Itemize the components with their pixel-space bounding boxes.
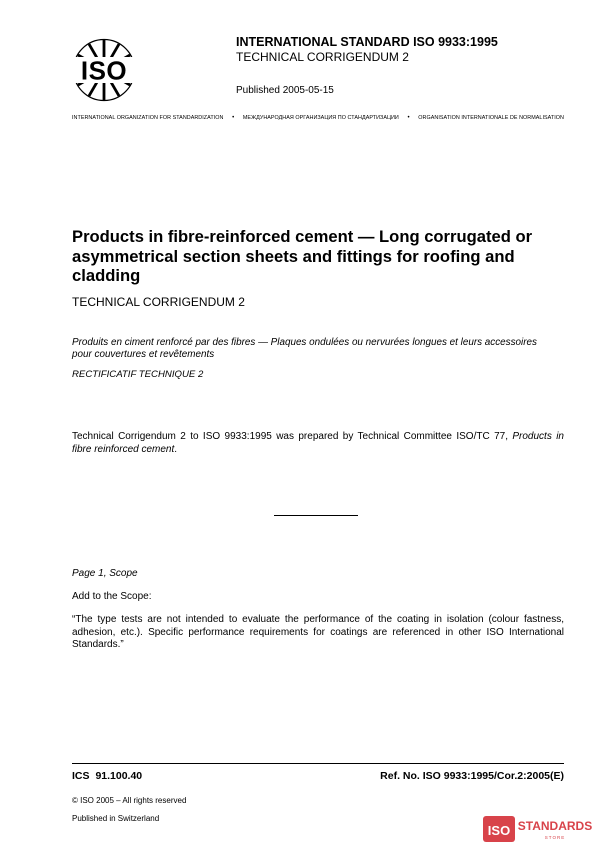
quote-line: “The type tests are not intended to evaluate the performance of the coating in isolation (colour fastness, — [72, 614, 564, 625]
corrigendum-label: TECHNICAL CORRIGENDUM 2 — [236, 50, 409, 64]
standard-title: INTERNATIONAL STANDARD ISO 9933:1995 — [236, 35, 498, 49]
iso-logo — [72, 38, 136, 102]
iso-logo-text: ISO — [80, 55, 128, 86]
org-name-english: INTERNATIONAL ORGANIZATION FOR STANDARDIZATION — [72, 115, 224, 121]
organization-names — [72, 115, 564, 121]
ics-value: 91.100.40 — [95, 770, 143, 782]
document-title — [72, 227, 542, 286]
org-separator: • — [407, 115, 410, 121]
quote-line: Standards.” — [72, 639, 124, 650]
preparation-line — [72, 430, 564, 443]
watermark-subtext: STORE — [544, 835, 566, 840]
quote-line: adhesion, etc.). Specific performance requirements for coatings are referenced in other ISO International — [72, 626, 564, 638]
scope-reference: Page 1, Scope — [72, 568, 138, 579]
french-subtitle: RECTIFICATIF TECHNIQUE 2 — [72, 369, 204, 380]
document-subtitle: TECHNICAL CORRIGENDUM 2 — [72, 295, 245, 309]
watermark-badge-text: ISO — [487, 823, 511, 838]
copyright-notice: © ISO 2005 – All rights reserved — [72, 796, 187, 805]
french-title-line: pour couvertures et revêtements — [72, 349, 215, 360]
section-divider — [274, 515, 358, 516]
preparation-text: Technical Corrigendum 2 to ISO 9933:1995 was prepared by Technical Committee ISO/TC 77, — [72, 431, 508, 442]
org-name-french: ORGANISATION INTERNATIONALE DE NORMALISATION — [418, 115, 564, 121]
published-date: Published 2005-05-15 — [236, 85, 334, 96]
committee-name-italic: Products in — [512, 431, 564, 442]
ics-code — [72, 770, 142, 782]
document-title-line: cladding — [72, 266, 141, 285]
document-title-line: Products in fibre-reinforced cement — Long corrugated or — [72, 227, 533, 246]
standards-store-watermark — [482, 812, 594, 846]
footer-rule — [72, 763, 564, 764]
ics-label: ICS — [72, 770, 90, 782]
preparation-end: . — [174, 444, 178, 455]
preparation-line — [72, 444, 177, 455]
french-title — [72, 337, 572, 361]
reference-number: Ref. No. ISO 9933:1995/Cor.2:2005(E) — [380, 770, 564, 782]
org-separator: • — [232, 115, 235, 121]
published-in: Published in Switzerland — [72, 814, 160, 823]
committee-name-italic: fibre reinforced cement — [72, 444, 175, 455]
document-title-line: asymmetrical section sheets and fittings for roofing and — [72, 246, 515, 266]
org-name-russian: МЕЖДУНАРОДНАЯ ОРГАНИЗАЦИЯ ПО СТАНДАРТИЗАЦИИ — [242, 115, 399, 121]
watermark-text: STANDARDS — [517, 819, 593, 833]
french-title-line: Produits en ciment renforcé par des fibres — Plaques ondulées ou nervurées longues et leurs accessoires — [72, 337, 537, 348]
scope-instruction: Add to the Scope: — [72, 591, 152, 602]
preparation-statement — [72, 430, 564, 456]
scope-quote — [72, 614, 564, 652]
